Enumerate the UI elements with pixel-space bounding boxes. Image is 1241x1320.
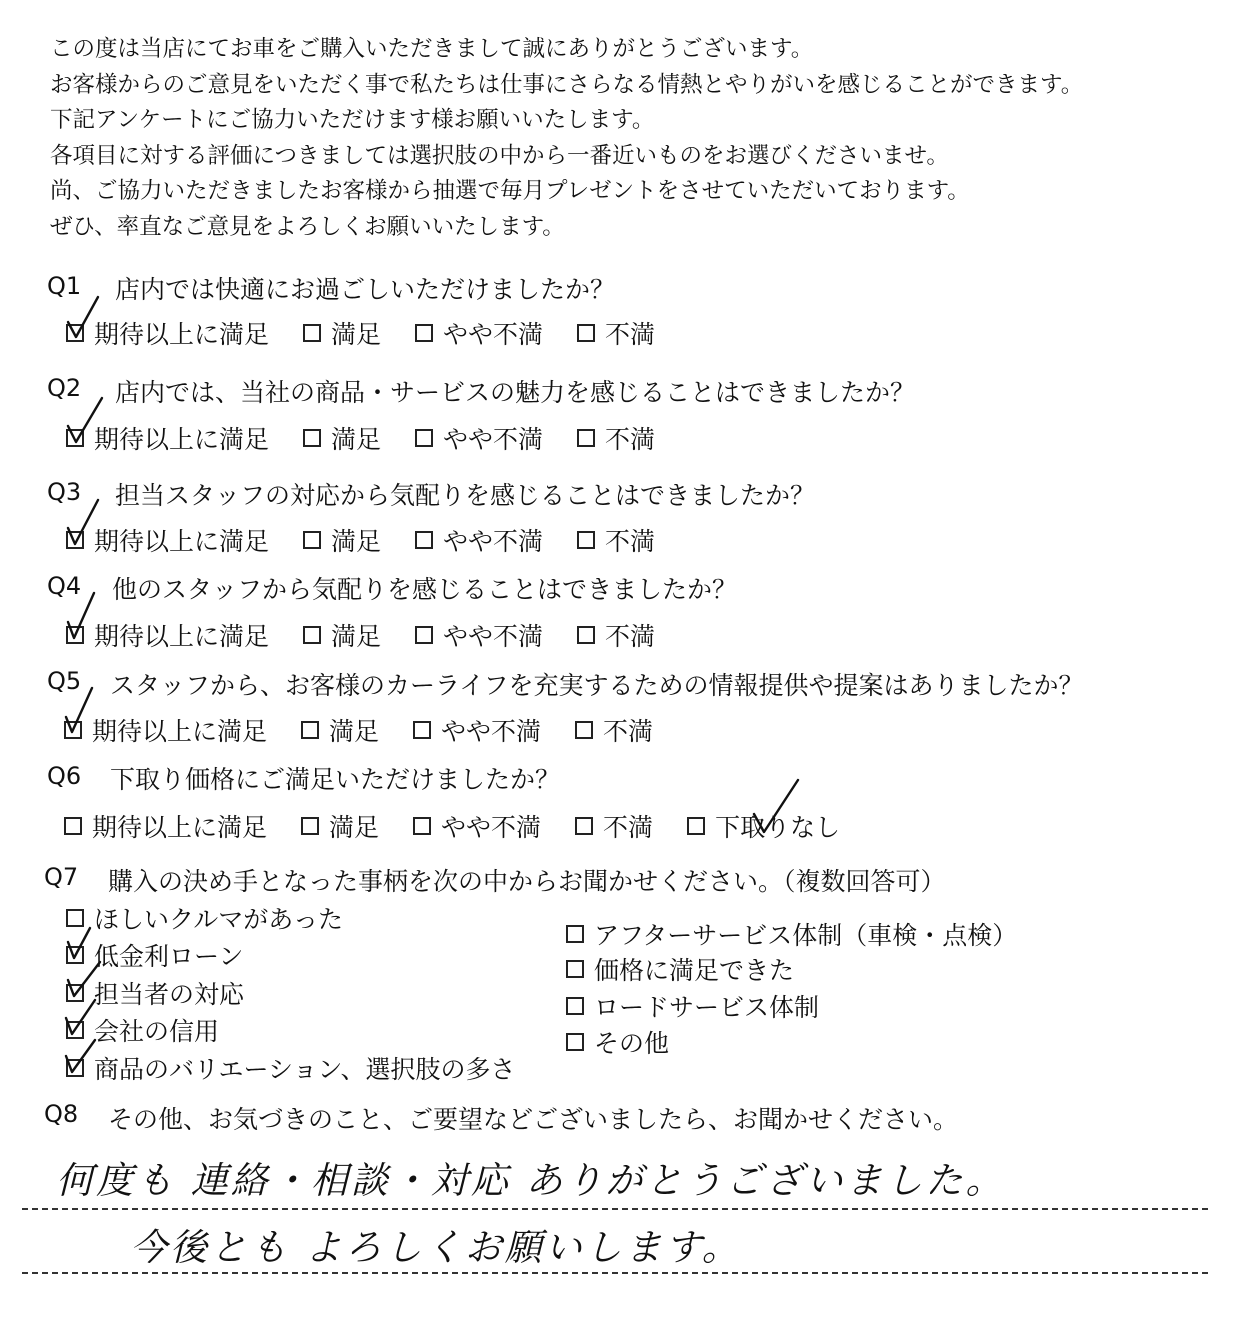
option-label: 満足 bbox=[331, 622, 382, 651]
check-mark-icon bbox=[68, 500, 98, 544]
option-label: 不満 bbox=[605, 425, 656, 454]
option-label: 会社の信用 bbox=[94, 1017, 220, 1046]
q1-number: Q1 bbox=[47, 272, 82, 300]
option-label: 満足 bbox=[331, 320, 382, 349]
check-mark-icon bbox=[66, 1040, 95, 1072]
check-mark-icon bbox=[68, 593, 94, 638]
option-label: やや不満 bbox=[441, 717, 542, 746]
q8-number: Q8 bbox=[44, 1100, 79, 1128]
option-label: やや不満 bbox=[441, 813, 542, 842]
q1-text: 店内では快適にお過ごしいただけましたか？ bbox=[115, 275, 616, 304]
handwritten-answer-line-1: 何度も 連絡・相談・対応 ありがとうございました。 bbox=[56, 1159, 1006, 1202]
option-label: やや不満 bbox=[443, 622, 544, 651]
option-label: 不満 bbox=[605, 527, 656, 556]
option-label: 満足 bbox=[331, 527, 382, 556]
intro-line: 各項目に対する評価につきましては選択肢の中から一番近いものをお選びくださいませ。 bbox=[50, 142, 949, 169]
option-label: 不満 bbox=[605, 320, 656, 349]
q4-text: 他のスタッフから気配りを感じることはできましたか？ bbox=[112, 575, 738, 604]
option-label: 期待以上に満足 bbox=[92, 813, 268, 842]
option-label: 不満 bbox=[605, 622, 656, 651]
q8-text: その他、お気づきのこと、ご要望などございましたら、お聞かせください。 bbox=[108, 1105, 959, 1134]
option-label: 不満 bbox=[603, 813, 654, 842]
q6-text: 下取り価格にご満足いただけましたか？ bbox=[110, 765, 561, 794]
intro-line: 下記アンケートにご協力いただけます様お願いいたします。 bbox=[50, 107, 655, 133]
q6-number: Q6 bbox=[47, 762, 82, 790]
option-label: 期待以上に満足 bbox=[94, 320, 270, 349]
option-label: ロードサービス体制 bbox=[594, 993, 820, 1022]
check-mark-icon bbox=[754, 780, 798, 832]
option-label: ほしいクルマがあった bbox=[94, 905, 344, 934]
option-label: 期待以上に満足 bbox=[94, 425, 270, 454]
option-label: 満足 bbox=[329, 717, 380, 746]
intro-line: ぜひ、率直なご意見をよろしくお願いいたします。 bbox=[50, 213, 565, 240]
option-label: 価格に満足できた bbox=[594, 956, 795, 985]
q2-text: 店内では、当社の商品・サービスの魅力を感じることはできましたか？ bbox=[115, 378, 916, 407]
option-label: やや不満 bbox=[443, 425, 544, 454]
option-label: 担当者の対応 bbox=[94, 980, 245, 1009]
option-label: 期待以上に満足 bbox=[94, 527, 270, 556]
check-mark-icon bbox=[68, 928, 90, 958]
check-mark-icon bbox=[68, 297, 98, 337]
intro-line: お客様からのご意見をいただく事で私たちは仕事にさらなる情熱とやりがいを感じることができます。 bbox=[50, 71, 1084, 98]
option-label: その他 bbox=[594, 1029, 670, 1058]
option-label: 低金利ローン bbox=[94, 942, 244, 971]
check-mark-icon bbox=[68, 398, 102, 442]
option-label: やや不満 bbox=[443, 527, 544, 556]
option-label: アフターサービス体制（車検・点検） bbox=[594, 921, 1018, 950]
option-label: 商品のバリエーション、選択肢の多さ bbox=[94, 1055, 516, 1084]
q7-text: 購入の決め手となった事柄を次の中からお聞かせください。（複数回答可） bbox=[108, 867, 946, 896]
option-label: やや不満 bbox=[443, 320, 544, 349]
option-label: 期待以上に満足 bbox=[92, 717, 268, 746]
handwritten-answer-line-2: 今後とも よろしくお願いします。 bbox=[130, 1226, 742, 1269]
intro-line: 尚、ご協力いただきましたお客様から抽選で毎月プレゼントをさせていただいております。 bbox=[50, 178, 970, 204]
q3-number: Q3 bbox=[47, 478, 82, 506]
check-mark-icon bbox=[68, 962, 100, 996]
q4-number: Q4 bbox=[47, 572, 82, 600]
q5-text: スタッフから、お客様のカーライフを充実するための情報提供や提案はありましたか？ bbox=[110, 671, 1084, 700]
option-label: 満足 bbox=[331, 425, 382, 454]
q7-number: Q7 bbox=[44, 863, 79, 891]
check-mark-icon bbox=[66, 688, 92, 732]
intro-line: この度は当店にてお車をご購入いただきまして誠にありがとうございます。 bbox=[50, 36, 814, 62]
option-label: 満足 bbox=[329, 813, 380, 842]
q5-number: Q5 bbox=[47, 667, 82, 695]
check-mark-icon bbox=[66, 1000, 95, 1034]
option-label: 不満 bbox=[603, 717, 654, 746]
q2-number: Q2 bbox=[47, 374, 82, 402]
option-label: 下取りなし bbox=[715, 813, 841, 842]
q3-text: 担当スタッフの対応から気配りを感じることはできましたか？ bbox=[115, 481, 816, 510]
option-label: 期待以上に満足 bbox=[94, 622, 270, 651]
